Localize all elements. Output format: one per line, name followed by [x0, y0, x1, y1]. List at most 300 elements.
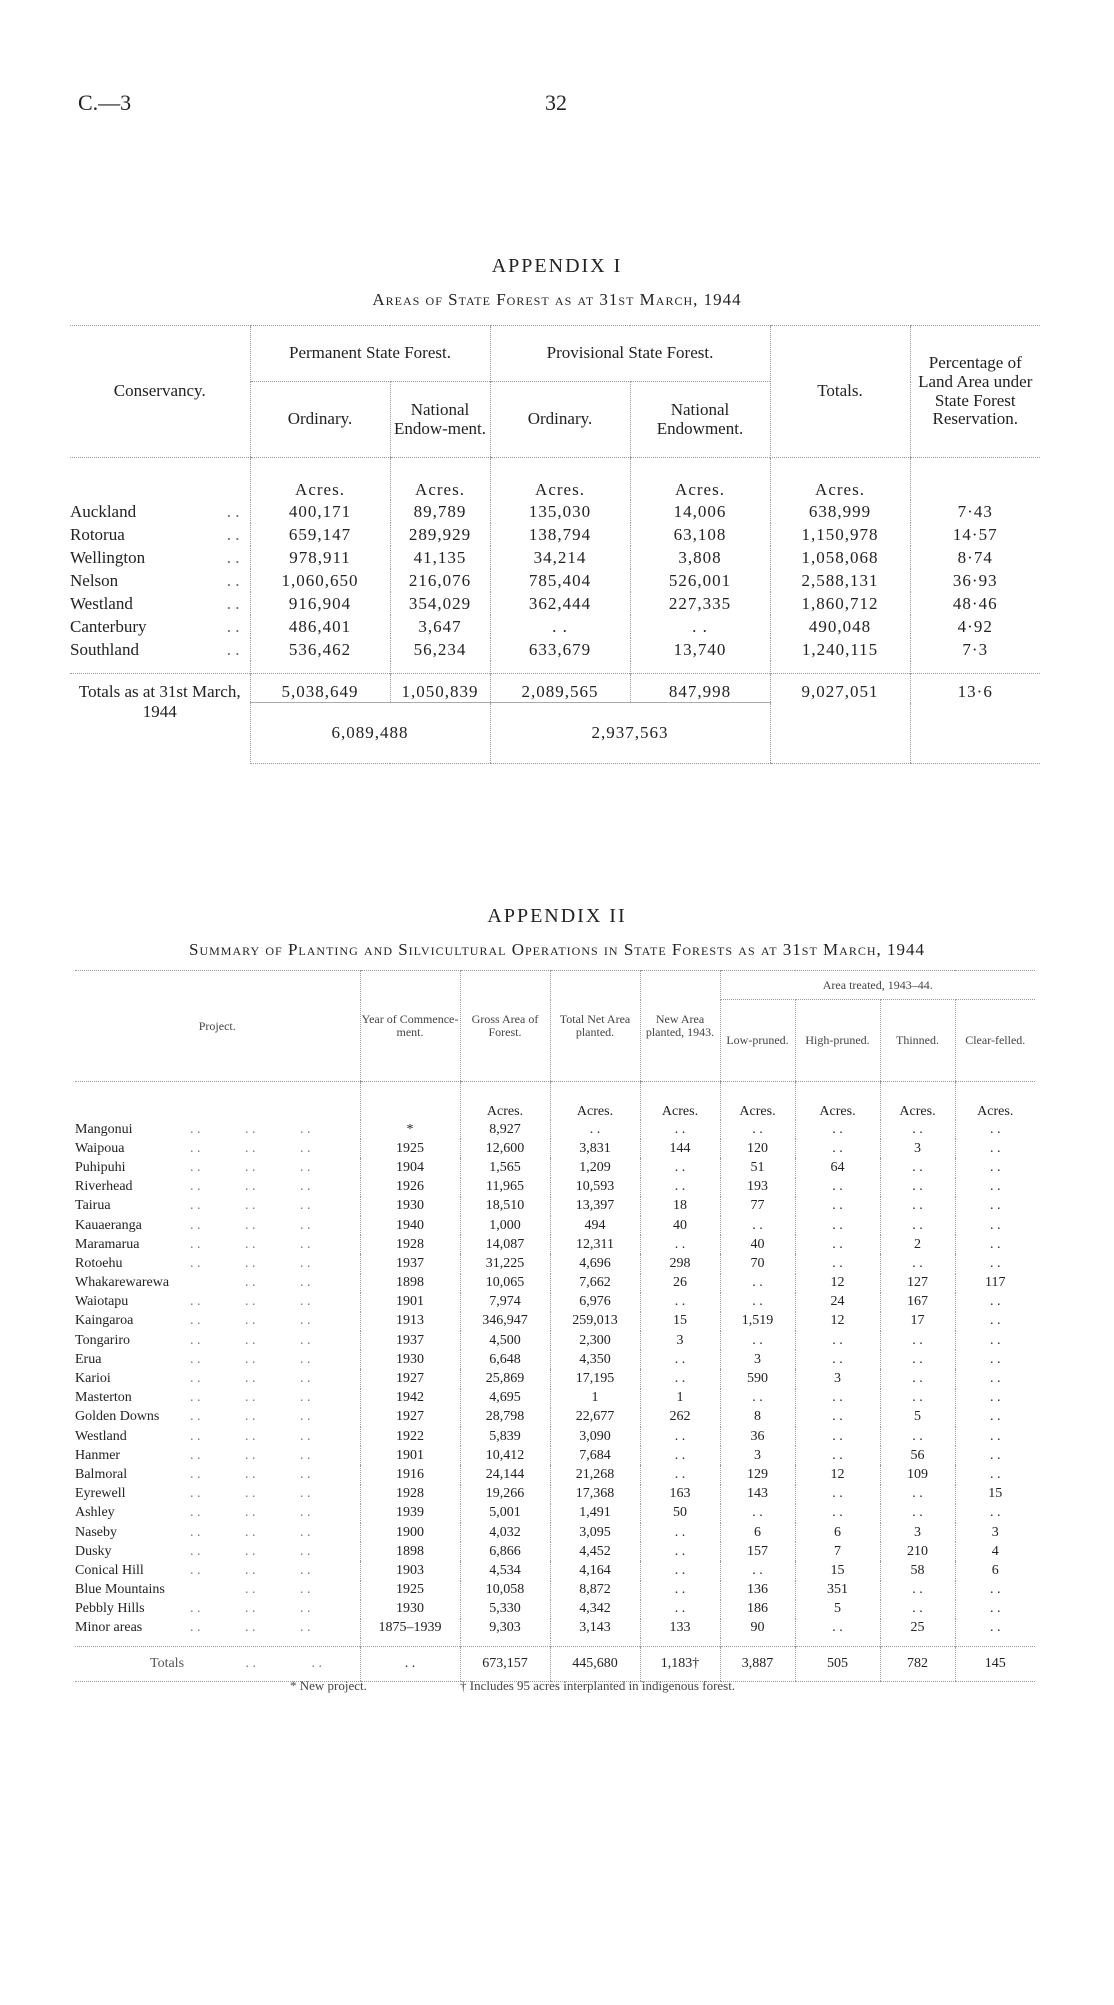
new-area-cell: . .: [640, 1581, 720, 1600]
net-area-cell: 494: [550, 1216, 640, 1235]
gross-area-cell: 8,927: [460, 1120, 550, 1139]
total-clear-felled: 145: [955, 1647, 1035, 1682]
new-area-cell: . .: [640, 1542, 720, 1561]
clear-felled-cell: . .: [955, 1369, 1035, 1388]
low-pruned-cell: . .: [720, 1331, 795, 1350]
leader-dots: . .: [300, 1217, 311, 1233]
project-cell: [75, 1542, 360, 1561]
net-area-cell: 4,696: [550, 1254, 640, 1273]
table-row: [75, 1542, 1035, 1561]
table-row: [75, 1254, 1035, 1273]
table-row: [75, 1485, 1035, 1504]
gross-area-cell: 1,565: [460, 1158, 550, 1177]
prov-national-endowment-cell: 526,001: [630, 569, 770, 592]
leader-dots: . .: [311, 1656, 323, 1672]
leader-dots: . .: [245, 1140, 256, 1156]
table-row: [70, 638, 1040, 661]
header-year: Year of Commence-ment.: [360, 971, 460, 1082]
leader-dots: [190, 1237, 245, 1253]
leader-dots: . .: [300, 1140, 311, 1156]
gross-area-cell: 10,065: [460, 1274, 550, 1293]
project-name: Puhipuhi: [75, 1159, 126, 1175]
leader-dots: . .: [245, 1656, 257, 1672]
leader-dots: [190, 1371, 245, 1387]
leader-dots: [190, 1198, 245, 1214]
low-pruned-cell: 3: [720, 1350, 795, 1369]
prov-national-endowment-cell: . .: [630, 615, 770, 638]
leader-dots: . .: [226, 547, 240, 567]
table-row: [75, 1446, 1035, 1465]
leader-dots: . .: [190, 1524, 201, 1540]
leader-dots: . .: [300, 1620, 311, 1636]
clear-felled-cell: . .: [955, 1216, 1035, 1235]
year-cell: 1940: [360, 1216, 460, 1235]
percentage-cell: 36·93: [910, 569, 1040, 592]
leader-dots: . .: [300, 1275, 311, 1291]
project-cell: [75, 1312, 360, 1331]
high-pruned-cell: . .: [795, 1254, 880, 1273]
project-name: Conical Hill: [75, 1562, 144, 1578]
project-cell: [75, 1369, 360, 1388]
leader-dots: . .: [300, 1332, 311, 1348]
new-area-cell: . .: [640, 1120, 720, 1139]
table-row: [75, 1197, 1035, 1216]
leader-dots: . .: [226, 524, 240, 544]
unit-acres: Acres.: [490, 458, 630, 501]
total-gross: 673,157: [460, 1647, 550, 1682]
leader-dots: . .: [245, 1447, 256, 1463]
year-cell: 1913: [360, 1312, 460, 1331]
thinned-cell: . .: [880, 1158, 955, 1177]
clear-felled-cell: . .: [955, 1408, 1035, 1427]
header-perm-ordinary: Ordinary.: [250, 382, 390, 458]
leader-dots: . .: [245, 1351, 256, 1367]
project-name: Riverhead: [75, 1179, 133, 1195]
conservancy-name: Canterbury: [70, 616, 147, 636]
new-area-cell: . .: [640, 1369, 720, 1388]
leader-dots: [190, 1390, 245, 1406]
low-pruned-cell: . .: [720, 1504, 795, 1523]
project-name: Kaingaroa: [75, 1313, 134, 1329]
high-pruned-cell: . .: [795, 1216, 880, 1235]
project-name: Karioi: [75, 1371, 111, 1387]
gross-area-cell: 7,974: [460, 1293, 550, 1312]
leader-dots: . .: [190, 1486, 201, 1502]
thinned-cell: 127: [880, 1274, 955, 1293]
net-area-cell: 3,095: [550, 1523, 640, 1542]
unit-acres: Acres.: [880, 1082, 955, 1121]
leader-dots: . .: [190, 1159, 201, 1175]
project-name: Naseby: [75, 1524, 117, 1540]
clear-felled-cell: 117: [955, 1274, 1035, 1293]
leader-dots: . .: [190, 1390, 201, 1406]
header-percentage: Percentage of Land Area under State Forest Reservation.: [910, 326, 1040, 458]
new-area-cell: 26: [640, 1274, 720, 1293]
new-area-cell: 298: [640, 1254, 720, 1273]
unit-acres: Acres.: [955, 1082, 1035, 1121]
project-name: Golden Downs: [75, 1409, 160, 1425]
project-cell: [75, 1427, 360, 1446]
leader-dots: . .: [245, 1294, 256, 1310]
prov-ordinary-cell: 34,214: [490, 546, 630, 569]
leader-dots: . .: [245, 1332, 256, 1348]
total-cell: 1,150,978: [770, 523, 910, 546]
high-pruned-cell: . .: [795, 1235, 880, 1254]
leader-dots: [190, 1563, 245, 1579]
table-row: [75, 1619, 1035, 1638]
high-pruned-cell: . .: [795, 1178, 880, 1197]
leader-dots: . .: [245, 1428, 256, 1444]
total-year: . .: [360, 1647, 460, 1682]
planting-operations-table: [75, 970, 1035, 1682]
year-cell: 1898: [360, 1274, 460, 1293]
leader-dots: . .: [245, 1159, 256, 1175]
net-area-cell: 13,397: [550, 1197, 640, 1216]
unit-acres: Acres.: [460, 1082, 550, 1121]
perm-national-endowment-cell: 56,234: [390, 638, 490, 661]
project-cell: [75, 1216, 360, 1235]
conservancy-name: Wellington: [70, 547, 146, 567]
table-row: [75, 1120, 1035, 1139]
project-cell: [75, 1158, 360, 1177]
project-name: Dusky: [75, 1543, 112, 1559]
table-row: [75, 1312, 1035, 1331]
leader-dots: . .: [245, 1217, 256, 1233]
leader-dots: . .: [245, 1562, 256, 1578]
new-area-cell: 133: [640, 1619, 720, 1638]
leader-dots: . .: [300, 1121, 311, 1137]
leader-dots: . .: [300, 1198, 311, 1214]
high-pruned-cell: 12: [795, 1465, 880, 1484]
thinned-cell: . .: [880, 1178, 955, 1197]
high-pruned-cell: . .: [795, 1619, 880, 1638]
high-pruned-cell: 15: [795, 1561, 880, 1580]
clear-felled-cell: . .: [955, 1158, 1035, 1177]
table-row: [70, 615, 1040, 638]
leader-dots: . .: [190, 1428, 201, 1444]
perm-ordinary-cell: 916,904: [250, 592, 390, 615]
conservancy-cell: [70, 500, 250, 523]
leader-dots: . .: [300, 1255, 311, 1271]
low-pruned-cell: . .: [720, 1216, 795, 1235]
gross-area-cell: 5,330: [460, 1600, 550, 1619]
high-pruned-cell: 3: [795, 1369, 880, 1388]
project-cell: [75, 1254, 360, 1273]
total-low-pruned: 3,887: [720, 1647, 795, 1682]
totals-label-text: Totals: [150, 1656, 185, 1672]
high-pruned-cell: 64: [795, 1158, 880, 1177]
perm-ordinary-cell: 978,911: [250, 546, 390, 569]
gross-area-cell: 4,695: [460, 1389, 550, 1408]
total-new: 1,183†: [640, 1647, 720, 1682]
conservancy-name: Westland: [70, 593, 133, 613]
thinned-cell: . .: [880, 1581, 955, 1600]
year-cell: 1904: [360, 1158, 460, 1177]
leader-dots: . .: [300, 1466, 311, 1482]
leader-dots: [190, 1352, 245, 1368]
thinned-cell: 56: [880, 1446, 955, 1465]
low-pruned-cell: 157: [720, 1542, 795, 1561]
thinned-cell: . .: [880, 1197, 955, 1216]
low-pruned-cell: 590: [720, 1369, 795, 1388]
leader-dots: . .: [300, 1428, 311, 1444]
gross-area-cell: 5,839: [460, 1427, 550, 1446]
percentage-cell: 48·46: [910, 592, 1040, 615]
low-pruned-cell: . .: [720, 1561, 795, 1580]
table-row: [75, 1408, 1035, 1427]
leader-dots: . .: [300, 1294, 311, 1310]
year-cell: 1901: [360, 1293, 460, 1312]
leader-dots: . .: [300, 1159, 311, 1175]
thinned-cell: . .: [880, 1369, 955, 1388]
leader-dots: [190, 1486, 245, 1502]
gross-area-cell: 1,000: [460, 1216, 550, 1235]
header-total-net-area: Total Net Area planted.: [550, 971, 640, 1082]
appendix-2-subtitle: Summary of Planting and Silvicultural Operations in State Forests as at 31st March, 1944: [188, 940, 925, 959]
high-pruned-cell: . .: [795, 1504, 880, 1523]
header-low-pruned: Low-pruned.: [720, 1000, 795, 1082]
gross-area-cell: 6,866: [460, 1542, 550, 1561]
year-cell: 1942: [360, 1389, 460, 1408]
leader-dots: . .: [245, 1524, 256, 1540]
total-cell: 490,048: [770, 615, 910, 638]
project-cell: [75, 1274, 360, 1293]
new-area-cell: 3: [640, 1331, 720, 1350]
new-area-cell: 40: [640, 1216, 720, 1235]
high-pruned-cell: 7: [795, 1542, 880, 1561]
gross-area-cell: 4,500: [460, 1331, 550, 1350]
leader-dots: . .: [190, 1140, 201, 1156]
net-area-cell: 17,368: [550, 1485, 640, 1504]
table-row: [75, 1389, 1035, 1408]
leader-dots: . .: [245, 1409, 256, 1425]
leader-dots: . .: [245, 1275, 256, 1291]
low-pruned-cell: 186: [720, 1600, 795, 1619]
high-pruned-cell: . .: [795, 1446, 880, 1465]
header-new-area: New Area planted, 1943.: [640, 971, 720, 1082]
net-area-cell: 259,013: [550, 1312, 640, 1331]
perm-ordinary-cell: 400,171: [250, 500, 390, 523]
prov-ordinary-cell: 785,404: [490, 569, 630, 592]
leader-dots: [190, 1620, 245, 1636]
clear-felled-cell: . .: [955, 1139, 1035, 1158]
project-cell: [75, 1139, 360, 1158]
total-perm-ordinary: 5,038,649: [250, 674, 390, 703]
year-cell: 1903: [360, 1561, 460, 1580]
year-cell: 1925: [360, 1581, 460, 1600]
header-prov-national-endowment: National Endowment.: [630, 382, 770, 458]
clear-felled-cell: . .: [955, 1312, 1035, 1331]
table-row: [75, 1158, 1035, 1177]
totals-label: Totals as at 31st March, 1944: [70, 674, 250, 764]
high-pruned-cell: . .: [795, 1350, 880, 1369]
gross-area-cell: 19,266: [460, 1485, 550, 1504]
leader-dots: . .: [245, 1198, 256, 1214]
table-row: [70, 592, 1040, 615]
project-name: Westland: [75, 1428, 127, 1444]
year-cell: 1925: [360, 1139, 460, 1158]
total-high-pruned: 505: [795, 1647, 880, 1682]
prov-national-endowment-cell: 13,740: [630, 638, 770, 661]
year-cell: 1937: [360, 1331, 460, 1350]
net-area-cell: 1,209: [550, 1158, 640, 1177]
project-cell: [75, 1389, 360, 1408]
header-prov-ordinary: Ordinary.: [490, 382, 630, 458]
header-thinned: Thinned.: [880, 1000, 955, 1082]
net-area-cell: 1,491: [550, 1504, 640, 1523]
prov-national-endowment-cell: 14,006: [630, 500, 770, 523]
high-pruned-cell: 12: [795, 1274, 880, 1293]
conservancy-name: Nelson: [70, 570, 119, 590]
project-name: Rotoehu: [75, 1255, 123, 1271]
conservancy-cell: [70, 638, 250, 661]
leader-dots: . .: [300, 1179, 311, 1195]
header-permanent: Permanent State Forest.: [250, 326, 490, 382]
percentage-cell: 7·3: [910, 638, 1040, 661]
gross-area-cell: 5,001: [460, 1504, 550, 1523]
leader-dots: . .: [300, 1447, 311, 1463]
table-row: [70, 523, 1040, 546]
clear-felled-cell: . .: [955, 1197, 1035, 1216]
leader-dots: [190, 1294, 245, 1310]
leader-dots: . .: [190, 1620, 201, 1636]
year-cell: 1900: [360, 1523, 460, 1542]
leader-dots: [190, 1448, 245, 1464]
clear-felled-cell: . .: [955, 1504, 1035, 1523]
project-cell: [75, 1465, 360, 1484]
leader-dots: . .: [190, 1447, 201, 1463]
year-cell: 1927: [360, 1369, 460, 1388]
prov-ordinary-cell: 135,030: [490, 500, 630, 523]
low-pruned-cell: . .: [720, 1274, 795, 1293]
leader-dots: . .: [245, 1601, 256, 1617]
leader-dots: . .: [190, 1294, 201, 1310]
high-pruned-cell: 351: [795, 1581, 880, 1600]
leader-dots: . .: [190, 1562, 201, 1578]
low-pruned-cell: . .: [720, 1293, 795, 1312]
conservancy-name: Auckland: [70, 501, 137, 521]
table-row: [75, 1600, 1035, 1619]
net-area-cell: 10,593: [550, 1178, 640, 1197]
high-pruned-cell: . .: [795, 1389, 880, 1408]
leader-dots: . .: [245, 1236, 256, 1252]
low-pruned-cell: 3: [720, 1446, 795, 1465]
leader-dots: [190, 1505, 245, 1521]
clear-felled-cell: . .: [955, 1293, 1035, 1312]
prov-national-endowment-cell: 3,808: [630, 546, 770, 569]
table-row: [75, 1331, 1035, 1350]
thinned-cell: . .: [880, 1427, 955, 1446]
gross-area-cell: 12,600: [460, 1139, 550, 1158]
new-area-cell: . .: [640, 1235, 720, 1254]
leader-dots: . .: [300, 1562, 311, 1578]
total-perm-national-endowment: 1,050,839: [390, 674, 490, 703]
total-all: 9,027,051: [770, 674, 910, 703]
leader-dots: . .: [245, 1121, 256, 1137]
header-totals: Totals.: [770, 326, 910, 458]
net-area-cell: 7,684: [550, 1446, 640, 1465]
header-clear-felled: Clear-felled.: [955, 1000, 1035, 1082]
project-name: Tairua: [75, 1198, 111, 1214]
high-pruned-cell: . .: [795, 1331, 880, 1350]
thinned-cell: . .: [880, 1504, 955, 1523]
leader-dots: . .: [190, 1601, 201, 1617]
leader-dots: . .: [300, 1313, 311, 1329]
net-area-cell: 4,452: [550, 1542, 640, 1561]
project-cell: [75, 1561, 360, 1580]
leader-dots: . .: [190, 1371, 201, 1387]
table-row: [75, 1235, 1035, 1254]
high-pruned-cell: 5: [795, 1600, 880, 1619]
unit-acres: Acres.: [550, 1082, 640, 1121]
prov-ordinary-cell: 138,794: [490, 523, 630, 546]
conservancy-cell: [70, 615, 250, 638]
net-area-cell: 3,090: [550, 1427, 640, 1446]
leader-dots: . .: [190, 1543, 201, 1559]
appendix-1-title: APPENDIX I: [491, 255, 623, 277]
table-row: [75, 1427, 1035, 1446]
project-name: Erua: [75, 1351, 102, 1367]
project-cell: [75, 1523, 360, 1542]
low-pruned-cell: 136: [720, 1581, 795, 1600]
leader-dots: [190, 1160, 245, 1176]
percentage-cell: 4·92: [910, 615, 1040, 638]
low-pruned-cell: 90: [720, 1619, 795, 1638]
thinned-cell: . .: [880, 1389, 955, 1408]
unit-acres: Acres.: [770, 458, 910, 501]
net-area-cell: 4,350: [550, 1350, 640, 1369]
thinned-cell: 109: [880, 1465, 955, 1484]
unit-acres: Acres.: [720, 1082, 795, 1121]
header-high-pruned: High-pruned.: [795, 1000, 880, 1082]
gross-area-cell: 4,032: [460, 1523, 550, 1542]
prov-ordinary-cell: 633,679: [490, 638, 630, 661]
table-row: [75, 1350, 1035, 1369]
new-area-cell: . .: [640, 1350, 720, 1369]
header-conservancy: Conservancy.: [70, 326, 250, 458]
leader-dots: [190, 1544, 245, 1560]
table-row: [75, 1274, 1035, 1293]
project-name: Eyrewell: [75, 1486, 126, 1502]
new-area-cell: 144: [640, 1139, 720, 1158]
project-name: Maramarua: [75, 1236, 140, 1252]
thinned-cell: . .: [880, 1120, 955, 1139]
leader-dots: . .: [190, 1332, 201, 1348]
leader-dots: . .: [190, 1505, 201, 1521]
conservancy-name: Rotorua: [70, 524, 125, 544]
year-cell: *: [360, 1120, 460, 1139]
project-cell: [75, 1350, 360, 1369]
leader-dots: [190, 1429, 245, 1445]
unit-acres: Acres.: [250, 458, 390, 501]
new-area-cell: 15: [640, 1312, 720, 1331]
high-pruned-cell: 12: [795, 1312, 880, 1331]
new-area-cell: . .: [640, 1523, 720, 1542]
low-pruned-cell: . .: [720, 1120, 795, 1139]
leader-dots: . .: [245, 1313, 256, 1329]
year-cell: 1898: [360, 1542, 460, 1561]
thinned-cell: . .: [880, 1216, 955, 1235]
conservancy-name: Southland: [70, 639, 139, 659]
perm-ordinary-cell: 536,462: [250, 638, 390, 661]
high-pruned-cell: . .: [795, 1408, 880, 1427]
table-row: [75, 1561, 1035, 1580]
project-name: Whakarewarewa: [75, 1275, 170, 1291]
leader-dots: . .: [190, 1466, 201, 1482]
new-area-cell: 1: [640, 1389, 720, 1408]
page-number: 32: [545, 90, 567, 115]
gross-area-cell: 25,869: [460, 1369, 550, 1388]
